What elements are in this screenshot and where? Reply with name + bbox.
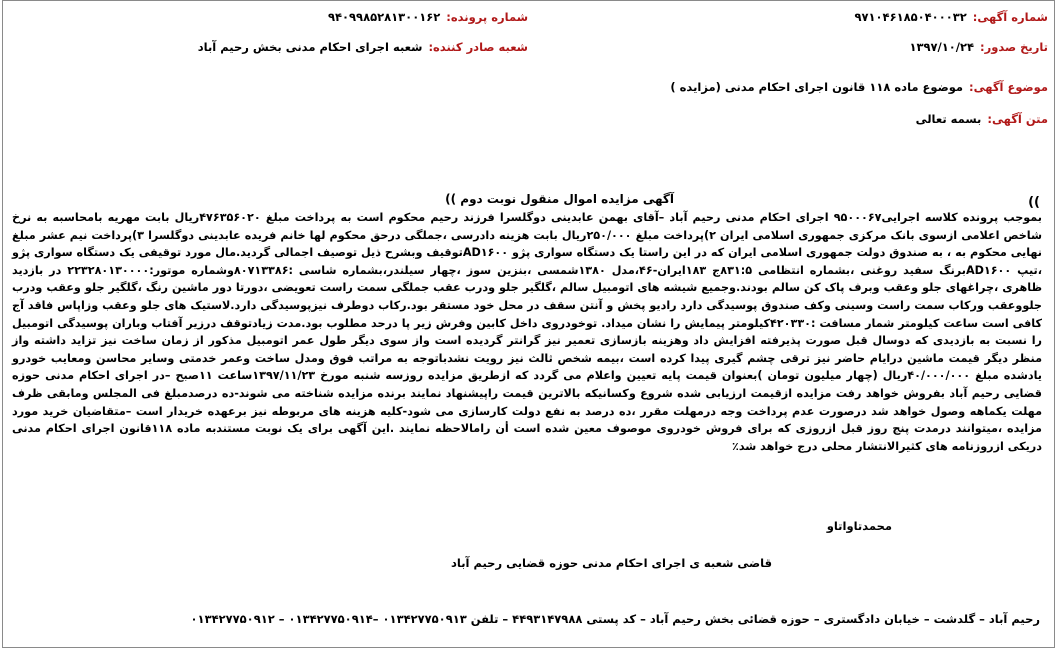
notice-title: آگهی مزایده اموال منقول نوبت دوم ))	[445, 192, 674, 206]
notice-body: بموجب پرونده کلاسه اجرایی۹۵۰۰۰۶۷ اجرای احکام مدنی رحیم آباد –آقای بهمن عابدینی دوگلسرا فرزند رحیم محکوم است به پرداخت مبلغ ۴۷۶۳۵۶۰۲۰ریال بابت مهریه بامحاسبه به نرخ شاخص اعلامی ازسوی بانک مرکزی جمهوری اسلامی ایران ۲)پرداخت مبلغ ۲۵۰/۰۰۰ریال بابت هزینه دادرسی ،جملگی درحق محکوم لها خانم فریده عابدینی دوگلسرا ۳)پرداخت نیم عشر مبلغ نهایی محکوم به ، به صندوق دولت جمهوری اسلامی ایران که در این راستا یک دستگاه سواری پژو AD۱۶۰۰توقیف وبشرح ذیل توصیف اجمالی گردید.مال مورد توقیفی یک دستگاه سواری پژو ،تیپ AD۱۶۰۰برنگ سفید روغنی ،بشماره انتظامی ۸۳۱:۵ج ۱۸۳ایران-۴۶،مدل ۱۳۸۰شمسی ،بنزین سوز ،چهار سیلندر،بشماره شاسی :۸۰۷۱۳۳۸۶وشماره موتور:۲۲۳۲۸۰۱۳۰۰۰۰ در بازدید ظاهری ،چراغهای جلو وعقب وبرف پاک کن سالم بودند.وجمیع شیشه های اتومبیل سالم ،گلگیر جلو ودرب عقب جملگی سمت راست تعویضی ،دورتا دور ماشین رنگ ،گلگیر جلو وعقب ودرب جلووعقب ورکاب سمت راست وسینی وکف صندوق پوسیدگی دارد رادیو پخش و آنتن سقف در محل خود مستقر بود.رکاب دوطرف نیزپوسیدگی دارد.لاستیک های جلو وعقب وزاپاس فاقد آج کافی است ساعت کیلومتر شمار مسافت :۴۲۰۳۳۰کیلومتر پیمایش را نشان میداد. توخودروی داخل کابین وفرش زیر پا درحد مطلوب بود.مدت زیادتوقف درزیر آفتاب وباران پوسیدگی اتومبیل را نسبت به بازدیدی که دوسال قبل صورت پذیرفته افزایش داد وهزینه بازسازی تعمیر نیز گرانتر گردیده است واز سوی دیگر طول عمر اتومبیل مذکور از زمان ساخت نیز تزاید داشته واز منظر دیگر قیمت ماشین درایام حاضر نیز ترقی چشم گیری پیدا کرده است ،بیمه شخص ثالث نیز رویت نشدباتوجه به مراتب فوق ومدل ساخت وعمر خدمتی وسایر محاسن ومعایب خودرو یادشده مبلغ ۴۰/۰۰۰/۰۰۰ریال (چهار میلیون تومان )بعنوان قیمت پایه تعیین واعلام می گردد که ازطریق مزایده روزسه شنبه مورخ ۱۳۹۷/۱۱/۲۳ساعت ۱۱صبح –در اجرای احکام مدنی حوزه قضایی رحیم آباد بفروش خواهد رفت مزایده ازقیمت ارزیابی شده شروع وکسانیکه بالاترین قیمت راپیشنهاد نمایند برنده مزایده شناخته می شوند-ده درصدمبلغ فی المجلس ومابقی ظرف مهلت یکماهه وصول خواهد شد درصورت عدم پرداخت وجه درمهلت مقرر ،ده درصد به نفع دولت کارسازی می شود-کلیه هزینه های مربوطه نیز برعهده خریدار است –متقاضیان خرید مورد مزایده ،میتوانند درمدت پنج روز قبل ازروزی که برای فروش خودروی موصوف معین شده است أن رامالاحظه نمایند .این آگهی برای یک نوبت مستندبه ماده ۱۱۸قانون اجرای احکام مدنی دریکی ازروزنامه های کثیرالانتشار محلی درج خواهد شد٪	[12, 211, 1043, 453]
subject-row	[670, 79, 1048, 95]
notice-document	[2, 0, 1055, 648]
subject-label: موضوع آگهی:	[969, 80, 1048, 94]
issuer-label: شعبه صادر کننده:	[428, 40, 528, 54]
issue-date-row	[909, 39, 1048, 55]
notice-text-label: متن آگهی:	[987, 112, 1048, 126]
issue-date-value: ۱۳۹۷/۱۰/۲۴	[909, 40, 974, 54]
notice-text-value: بسمه تعالی	[915, 112, 982, 126]
case-number-row	[328, 9, 528, 25]
notice-number-value: ۹۷۱۰۴۶۱۸۵۰۴۰۰۰۳۲	[854, 10, 967, 24]
notice-text-row	[916, 111, 1048, 127]
signer-title: قاضی شعبه ی اجرای احکام مدنی حوزه قضایی رحیم آباد	[450, 556, 772, 570]
signer-name: محمدتاواتاو	[826, 519, 892, 533]
notice-number-label: شماره آگهی:	[972, 10, 1048, 24]
issuer-row	[198, 39, 528, 55]
issuer-value: شعبه اجرای احکام مدنی بخش رحیم آباد	[197, 40, 423, 54]
issue-date-label: تاریخ صدور:	[980, 40, 1048, 54]
subject-value: موضوع ماده ۱۱۸ قانون اجرای احکام مدنی (مزایده )	[670, 80, 964, 94]
notice-number-row	[854, 9, 1048, 25]
open-parenthesis: ))	[1028, 195, 1040, 210]
case-number-label: شماره پرونده:	[446, 10, 528, 24]
footer-address: رحیم آباد – گلدشت – خیابان دادگستری – حوزه قضائی بخش رحیم آباد – کد پستی ۴۴۹۳۱۴۷۹۸۸ – تلفن ۰۱۳۴۲۷۷۵۰۹۱۳ –۰۱۳۴۲۷۷۵۰۹۱۴ – ۰۱۳۴۲۷۷۵۰۹۱۲	[190, 612, 1040, 626]
case-number-value: ۹۴۰۹۹۸۵۲۸۱۳۰۰۱۶۲	[327, 10, 441, 24]
